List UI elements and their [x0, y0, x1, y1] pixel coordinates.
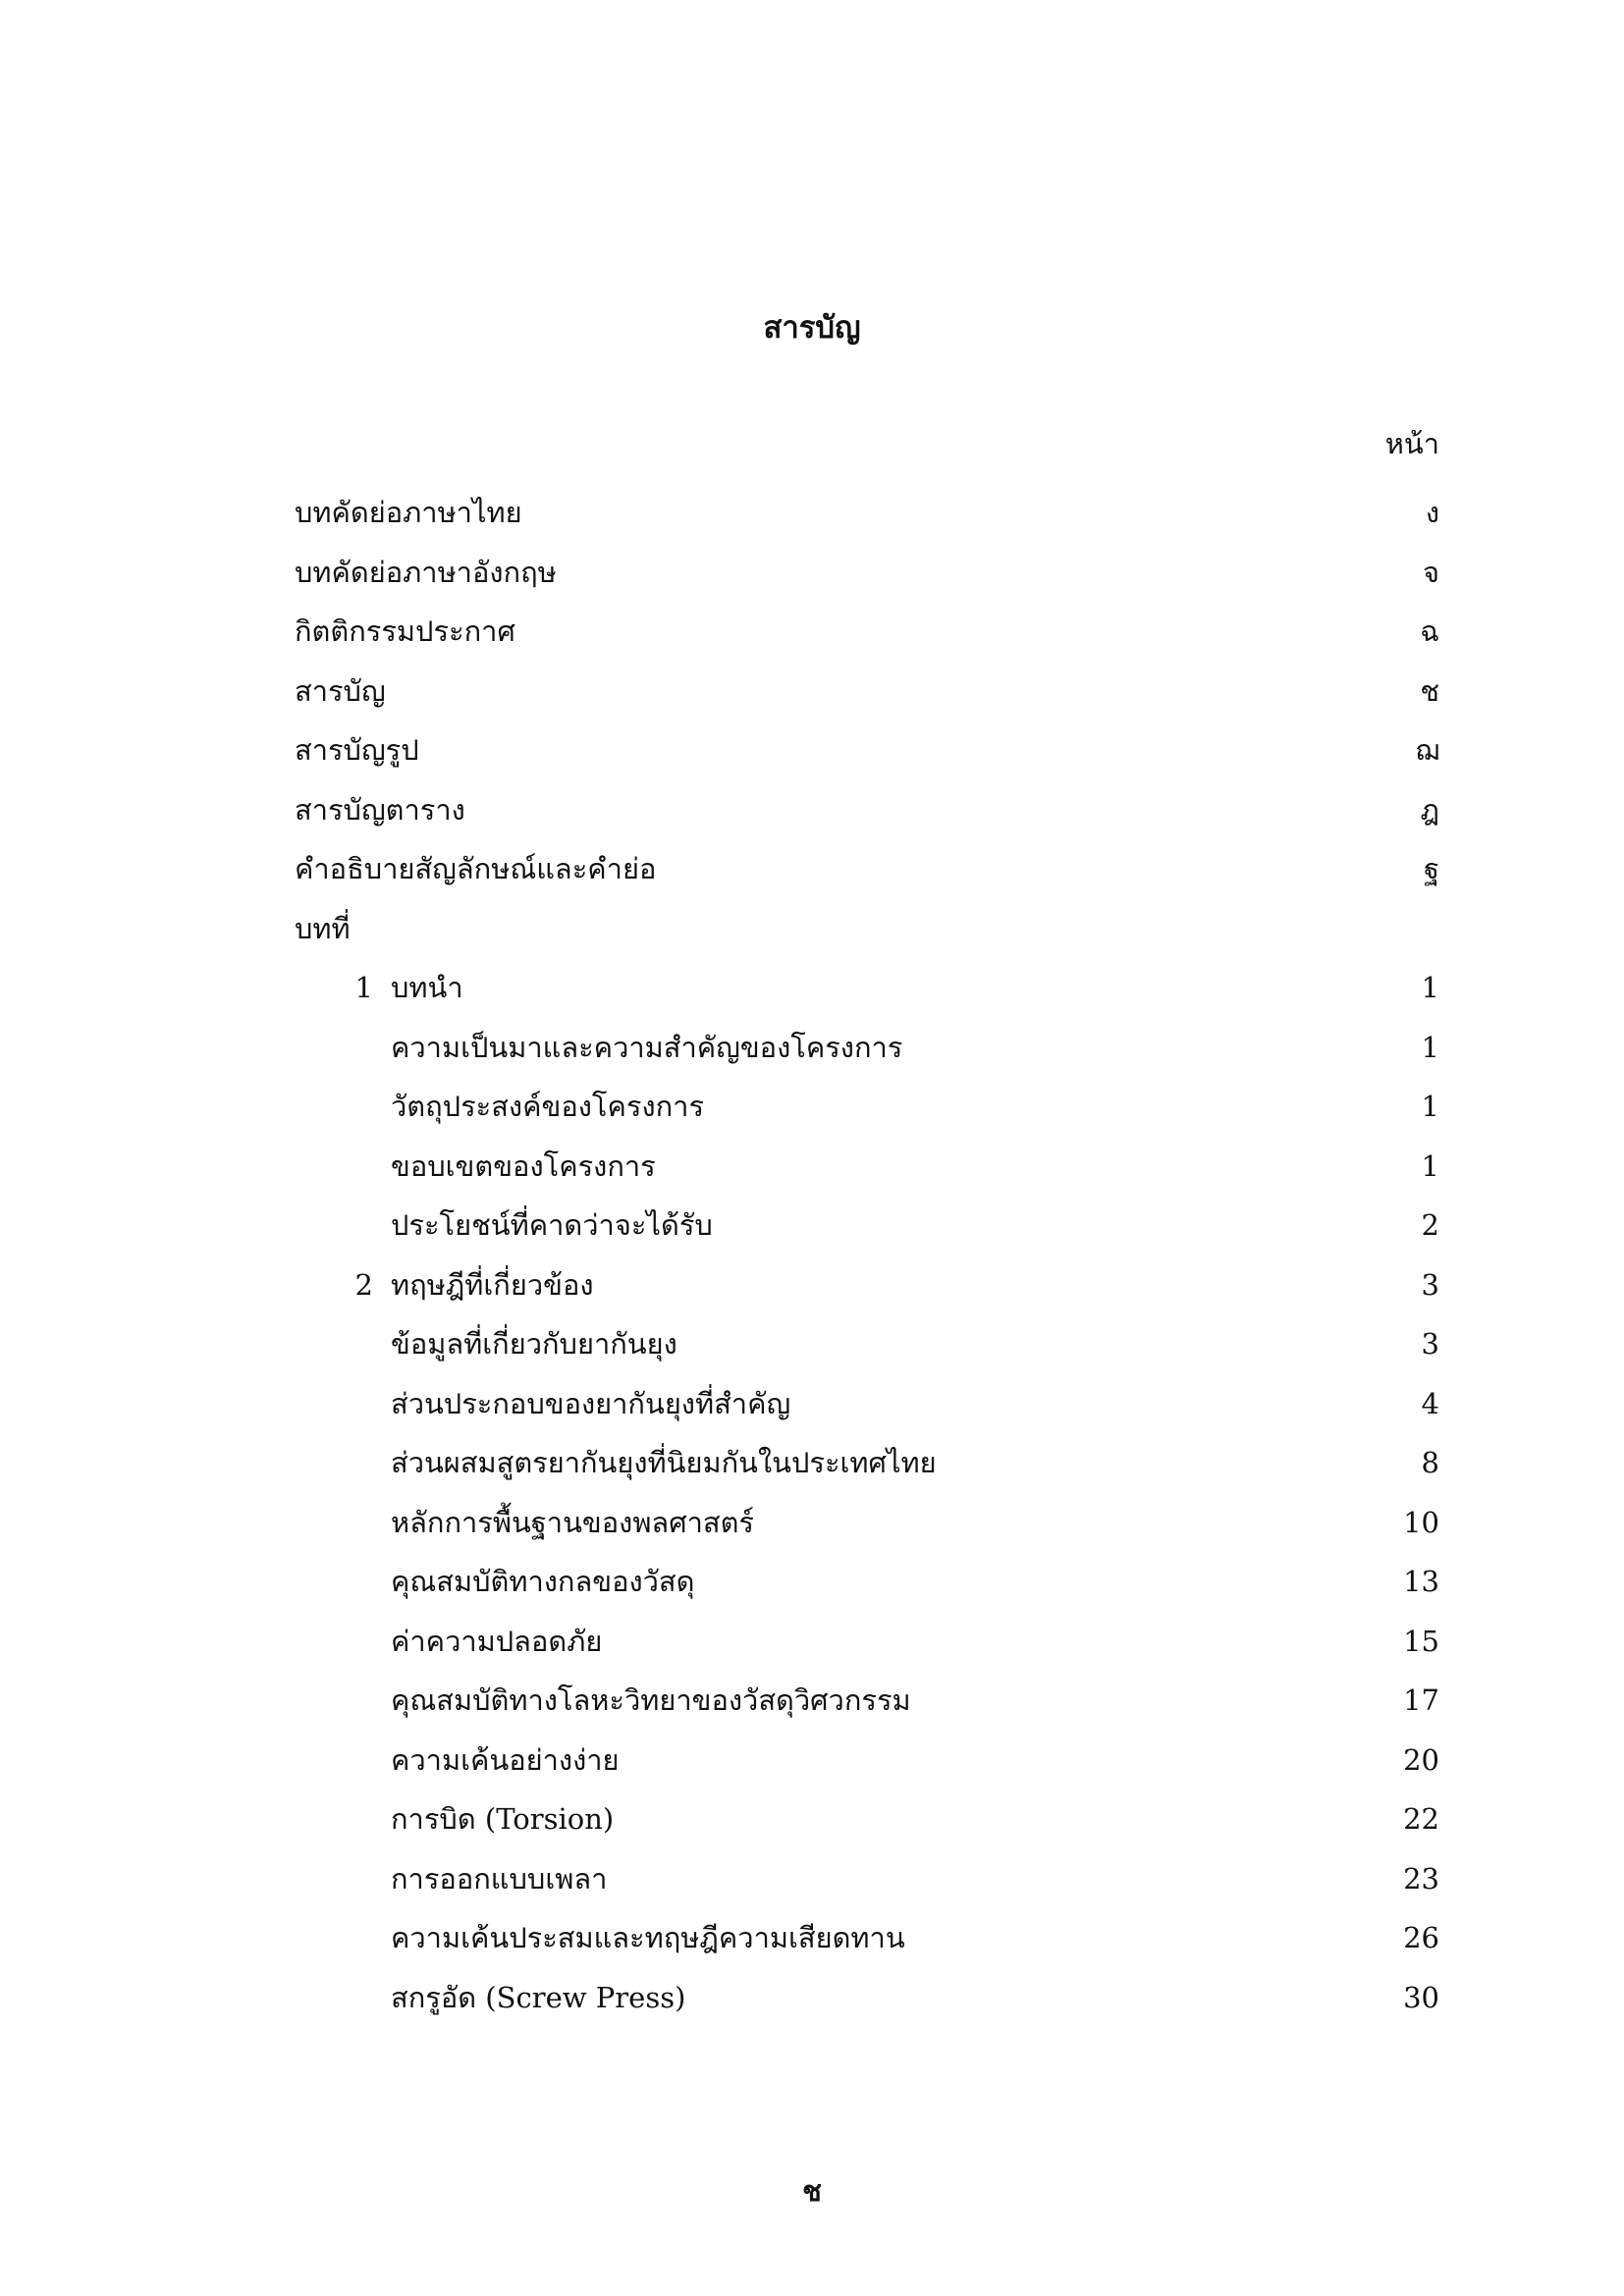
toc-entry-label: กิตติกรรมประกาศ: [295, 614, 515, 649]
toc-entry: [295, 1552, 1439, 1612]
toc-entry: [295, 1077, 1439, 1137]
toc-entry-label: ทฤษฎีที่เกี่ยวข้อง: [391, 1267, 594, 1302]
toc-entry-label: วัตถุประสงค์ของโครงการ: [391, 1090, 705, 1124]
toc-entry: [295, 662, 1439, 721]
toc-entry-label: หลักการพื้นฐานของพลศาสตร์: [391, 1505, 755, 1539]
toc-entry-page: ฌ: [1415, 733, 1439, 768]
toc-entry-label: ขอบเขตของโครงการ: [391, 1148, 656, 1183]
toc-entry-label: สกรูอัด (Screw Press): [391, 1980, 686, 2014]
toc-entry-page: 23: [1403, 1861, 1439, 1896]
toc-entry: [295, 899, 1439, 959]
toc-entry: [295, 1433, 1439, 1493]
toc-entry-label: ค่าความปลอดภัย: [391, 1624, 603, 1658]
toc-entry-label: ส่วนผสมสูตรยากันยุงที่นิยมกันในประเทศไทย: [391, 1446, 937, 1480]
toc-entry: [295, 721, 1439, 780]
toc-entry: [295, 1137, 1439, 1197]
toc-entry-label: การออกแบบเพลา: [391, 1861, 608, 1896]
page-title: สารบัญ: [763, 310, 861, 346]
toc-chapter-number: 1: [354, 971, 373, 1005]
toc-entry-label: บทคัดย่อภาษาอังกฤษ: [295, 555, 557, 589]
toc-entry-label: คำอธิบายสัญลักษณ์และคำย่อ: [295, 852, 657, 886]
toc-chapter-number: 2: [354, 1267, 373, 1302]
toc-entry-page: 2: [1421, 1208, 1439, 1243]
toc-entry-page: 26: [1403, 1921, 1439, 1955]
toc-entry-label: การบิด (Torsion): [391, 1802, 615, 1837]
toc-entry: [295, 1374, 1439, 1434]
toc-entry-label: คุณสมบัติทางโลหะวิทยาของวัสดุวิศวกรรม: [391, 1683, 911, 1718]
toc-entry-label: ข้อมูลที่เกี่ยวกับยากันยุง: [391, 1327, 677, 1362]
toc-entry-page: 15: [1403, 1624, 1439, 1658]
toc-entry-label: บทที่: [295, 911, 351, 945]
toc-entry: [295, 1908, 1439, 1968]
toc-entry: [295, 839, 1439, 899]
toc-entry-label: ความเค้นประสมและทฤษฎีความเสียดทาน: [391, 1921, 905, 1955]
footer-page-number: ช: [802, 2174, 822, 2208]
toc-entry-label: คุณสมบัติทางกลของวัสดุ: [391, 1565, 695, 1599]
toc-entry-page: จ: [1423, 555, 1439, 589]
toc-entry-page: 20: [1403, 1742, 1439, 1777]
toc-entry: [295, 1968, 1439, 2028]
page-column-label: หน้า: [1384, 427, 1439, 460]
toc-entry: [295, 483, 1439, 543]
toc-entry-page: 1: [1421, 971, 1439, 1005]
toc-entry-page: ง: [1425, 496, 1439, 530]
table-of-contents: [295, 483, 1439, 2027]
toc-entry-page: ฐ: [1423, 852, 1439, 886]
toc-entry-label: สารบัญ: [295, 673, 386, 708]
toc-entry-page: 17: [1403, 1683, 1439, 1718]
toc-entry: [295, 1196, 1439, 1255]
toc-entry: [295, 1612, 1439, 1672]
toc-entry: [295, 1671, 1439, 1731]
toc-entry-page: 1: [1421, 1030, 1439, 1064]
toc-entry-label: สารบัญตาราง: [295, 792, 465, 827]
toc-entry-label: สารบัญรูป: [295, 733, 419, 768]
toc-entry-page: 22: [1403, 1802, 1439, 1837]
toc-entry-page: ฎ: [1420, 792, 1439, 827]
toc-entry-page: ฉ: [1420, 614, 1439, 649]
toc-entry-label: บทคัดย่อภาษาไทย: [295, 496, 522, 530]
toc-entry-page: 1: [1421, 1090, 1439, 1124]
toc-entry: [295, 602, 1439, 662]
toc-entry: [295, 1849, 1439, 1909]
toc-entry: [295, 958, 1439, 1018]
toc-entry-label: ความเค้นอย่างง่าย: [391, 1742, 620, 1777]
toc-entry: [295, 1314, 1439, 1374]
toc-entry: [295, 780, 1439, 840]
toc-entry-page: 8: [1421, 1446, 1439, 1480]
toc-entry-label: บทนำ: [391, 971, 463, 1005]
toc-entry-page: 10: [1403, 1505, 1439, 1539]
toc-entry-label: ประโยชน์ที่คาดว่าจะได้รับ: [391, 1208, 713, 1243]
toc-entry-page: 30: [1403, 1980, 1439, 2014]
toc-entry: [295, 1731, 1439, 1790]
toc-entry: [295, 1493, 1439, 1553]
toc-entry: [295, 1018, 1439, 1078]
toc-entry-page: 1: [1421, 1148, 1439, 1183]
toc-entry-page: 13: [1403, 1565, 1439, 1599]
toc-entry-page: 3: [1421, 1327, 1439, 1362]
toc-entry: [295, 1255, 1439, 1315]
toc-entry-page: ช: [1420, 673, 1439, 708]
toc-entry-label: ส่วนประกอบของยากันยุงที่สำคัญ: [391, 1386, 791, 1420]
toc-entry: [295, 543, 1439, 603]
toc-entry-label: ความเป็นมาและความสำคัญของโครงการ: [391, 1030, 903, 1064]
toc-entry-page: 3: [1421, 1267, 1439, 1302]
toc-entry: [295, 1789, 1439, 1849]
toc-entry-page: 4: [1421, 1386, 1439, 1420]
